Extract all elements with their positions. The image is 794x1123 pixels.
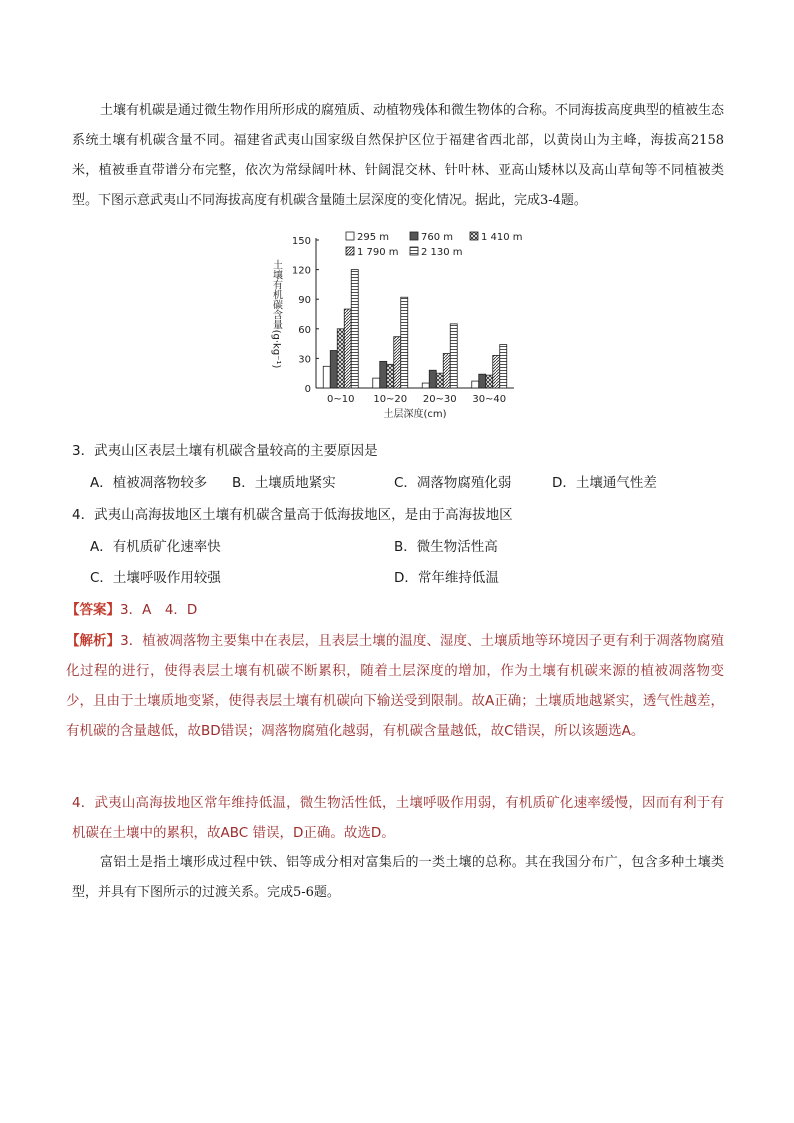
bar: [387, 364, 394, 388]
bar: [373, 378, 380, 388]
question-4-option-c[interactable]: C．土壤呼吸作用较强: [90, 570, 221, 586]
question-3-option-b[interactable]: B．土壤质地紧实: [232, 475, 336, 491]
analysis-paragraph-2: 4．武夷山高海拔地区常年维持低温，微生物活性低，土壤呼吸作用弱，有机质矿化速率缓慢，因而有利于有机碳在土壤中的累积，故ABC 错误，D正确。故选D。: [72, 795, 724, 841]
legend-swatch: [410, 232, 418, 240]
bar: [472, 381, 479, 388]
legend-label: 1 790 m: [357, 247, 399, 258]
x-axis-label: 土层深度(cm): [383, 409, 447, 420]
answer-tag: 【答案】: [66, 602, 120, 618]
bar: [351, 270, 358, 388]
legend-label: 295 m: [357, 232, 390, 243]
bar: [436, 373, 443, 388]
soil-carbon-bar-chart: [262, 228, 523, 420]
x-tick-label: 0~10: [327, 394, 355, 405]
bar: [486, 375, 493, 388]
bar: [443, 353, 450, 388]
legend-swatch: [470, 232, 478, 240]
bar: [479, 374, 486, 388]
bar: [394, 337, 401, 388]
question-3-stem: 3．武夷山区表层土壤有机碳含量较高的主要原因是: [72, 443, 378, 459]
y-axis-label: 土壤有机碳含量(g·kg⁻¹): [270, 259, 282, 369]
analysis-text-1: 3．植被凋落物主要集中在表层，且表层土壤的温度、湿度、土壤质地等环境因子更有利于凋落物腐殖化过程的进行，使得表层土壤有机碳不断累积，随着土层深度的增加，作为土壤有机碳来源的植被凋落物变少，且由于土壤质地变紧，使得表层土壤有机碳向下输送受到限制。故A正确；土壤质地越紧实，透气性越差，有机碳的含量越低，故BD错误；凋落物腐殖化越弱，有机碳含量越低，故C错误，所以该题选A。: [66, 633, 725, 739]
legend-swatch: [346, 247, 354, 255]
bar: [344, 309, 351, 388]
bar: [500, 345, 507, 388]
y-tick-label: 60: [298, 324, 311, 336]
bar: [330, 351, 337, 388]
question-3-option-a[interactable]: A．植被凋落物较多: [90, 475, 208, 491]
answer-text: 3．A 4．D: [120, 602, 198, 618]
answer-line: [66, 600, 197, 620]
legend-swatch: [346, 232, 354, 240]
bar: [323, 366, 330, 388]
intro-paragraph: 土壤有机碳是通过微生物作用所形成的腐殖质、动植物残体和微生物体的合称。不同海拔高度典型的植被生态系统土壤有机碳含量不同。福建省武夷山国家级自然保护区位于福建省西北部，以黄岗山为主峰，海拔高2158米，植被垂直带谱分布完整，依次为常绿阔叶林、针阔混交林、针叶林、亚高山矮林以及高山草甸等不同植被类型。下图示意武夷山不同海拔高度有机碳含量随土层深度的变化情况。据此，完成3-4题。: [72, 103, 725, 208]
analysis-paragraph-1: [66, 626, 724, 746]
y-tick-label: 120: [291, 265, 311, 277]
y-tick-label: 90: [298, 295, 311, 307]
legend-swatch: [410, 247, 418, 255]
bar: [429, 370, 436, 388]
question-4-option-d[interactable]: D．常年维持低温: [394, 570, 499, 586]
question-3-option-c[interactable]: C．凋落物腐殖化弱: [394, 475, 512, 491]
intro-paragraph-2: 富铝土是指土壤形成过程中铁、铝等成分相对富集后的一类土壤的总称。其在我国分布广，包含多种土壤类型，并具有下图所示的过渡关系。完成5-6题。: [72, 855, 724, 900]
legend-label: 760 m: [421, 232, 454, 243]
y-tick-label: 0: [304, 384, 311, 395]
bar: [380, 361, 387, 388]
y-tick-label: 150: [291, 236, 311, 247]
y-tick-label: 30: [298, 354, 311, 366]
analysis-tag: 【解析】: [66, 633, 121, 649]
legend-label: 1 410 m: [481, 232, 523, 243]
bar: [401, 297, 408, 388]
question-3-option-d[interactable]: D．土壤通气性差: [552, 475, 657, 491]
question-4-option-b[interactable]: B．微生物活性高: [394, 539, 498, 555]
bar: [422, 383, 429, 388]
bar: [450, 324, 457, 388]
legend-label: 2 130 m: [421, 247, 463, 258]
x-tick-label: 20~30: [422, 394, 457, 405]
question-4-stem: 4．武夷山高海拔地区土壤有机碳含量高于低海拔地区，是由于高海拔地区: [72, 507, 513, 523]
bar: [493, 355, 500, 388]
x-tick-label: 10~20: [373, 394, 408, 405]
question-4-option-a[interactable]: A．有机质矿化速率快: [90, 539, 221, 555]
x-tick-label: 30~40: [472, 394, 507, 405]
bar: [337, 329, 344, 388]
